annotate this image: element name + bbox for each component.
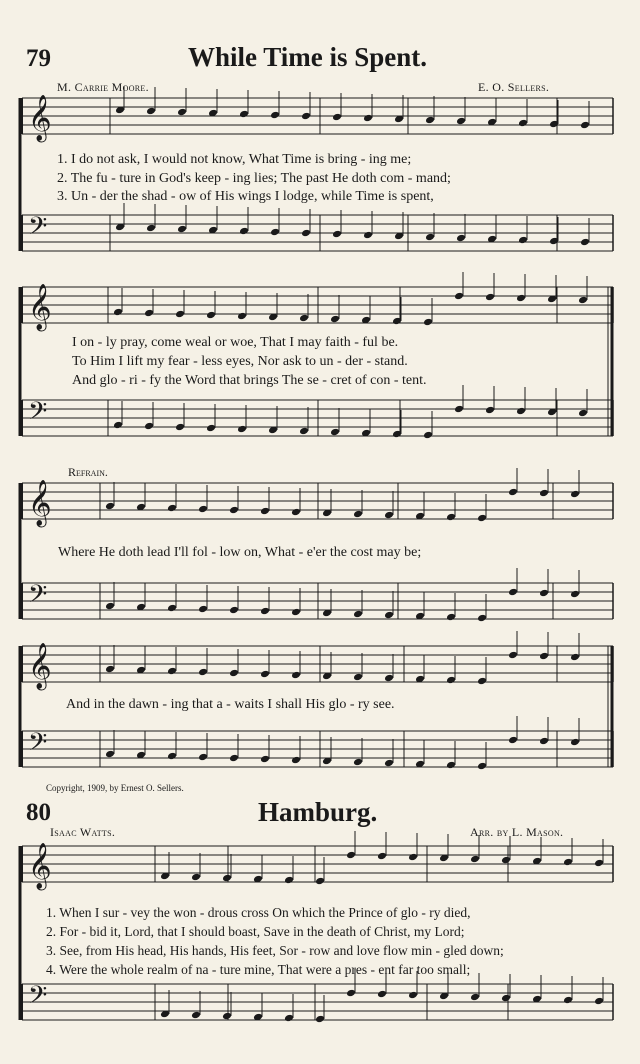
notehead — [539, 737, 549, 746]
notehead — [113, 308, 123, 317]
notehead — [229, 754, 239, 763]
notehead — [570, 738, 580, 747]
notehead — [516, 407, 526, 416]
bass-clef-icon: 𝄢 — [28, 212, 48, 247]
lyric-line: I on - ly pray, come weal or woe, That I may faith - ful be. — [72, 335, 399, 350]
notehead — [539, 489, 549, 498]
lyric-line: And glo - ri - fy the Word that brings The se - cret of con - tent. — [72, 373, 427, 388]
notehead — [346, 989, 356, 998]
notehead — [477, 677, 487, 686]
treble-clef-icon: 𝄞 — [28, 480, 52, 526]
notehead — [291, 756, 301, 765]
hymn-title: While Time is Spent. — [188, 42, 428, 72]
notehead — [384, 511, 394, 520]
notehead — [578, 409, 588, 418]
lyric-line: 3. See, from His head, His hands, His feet, Sor - row and love flow min - gled down; — [46, 943, 504, 958]
notehead — [454, 292, 464, 301]
hymn-number: 79 — [26, 45, 51, 72]
notehead — [260, 670, 270, 679]
notehead — [301, 112, 311, 121]
lyric-line: 4. Were the whole realm of na - ture mine, That were a pres - ent far too small; — [46, 962, 471, 977]
notehead — [167, 504, 177, 513]
notehead — [260, 607, 270, 616]
notehead — [144, 422, 154, 431]
notehead — [446, 513, 456, 522]
lyric-line: Where He doth lead I'll fol - low on, What - e'er the cost may be; — [58, 545, 422, 560]
notehead — [191, 873, 201, 882]
lyric-line: 3. Un - der the shad - ow of His wings I lodge, while Time is spent, — [57, 189, 434, 204]
notehead — [501, 856, 511, 865]
notehead — [353, 673, 363, 682]
notehead — [167, 604, 177, 613]
notehead — [167, 667, 177, 676]
notehead — [563, 996, 573, 1005]
notehead — [384, 759, 394, 768]
hymn-number: 80 — [26, 799, 51, 826]
notehead — [299, 427, 309, 436]
notehead — [539, 652, 549, 661]
notehead — [377, 852, 387, 861]
notehead — [580, 121, 590, 130]
notehead — [423, 431, 433, 440]
notehead — [539, 589, 549, 598]
notehead — [105, 665, 115, 674]
notehead — [222, 874, 232, 883]
notehead — [518, 236, 528, 245]
lyric-line: And in the dawn - ing that a - waits I shall His glo - ry see. — [66, 697, 395, 712]
notehead — [580, 238, 590, 247]
notehead — [456, 234, 466, 243]
notehead — [408, 853, 418, 862]
notehead — [578, 296, 588, 305]
notehead — [508, 488, 518, 497]
notehead — [363, 114, 373, 123]
notehead — [353, 510, 363, 519]
notehead — [477, 762, 487, 771]
notehead — [146, 224, 156, 233]
notehead — [456, 117, 466, 126]
notehead — [454, 405, 464, 414]
notehead — [423, 318, 433, 327]
notehead — [508, 736, 518, 745]
notehead — [301, 229, 311, 238]
notehead — [332, 230, 342, 239]
notehead — [222, 1012, 232, 1021]
notehead — [284, 1014, 294, 1023]
notehead — [229, 606, 239, 615]
notehead — [198, 668, 208, 677]
notehead — [206, 424, 216, 433]
notehead — [198, 505, 208, 514]
notehead — [485, 293, 495, 302]
notehead — [175, 423, 185, 432]
bass-clef-icon: 𝄢 — [28, 728, 48, 763]
notehead — [175, 310, 185, 319]
notehead — [284, 876, 294, 885]
notehead — [167, 752, 177, 761]
refrain-label: Refrain. — [68, 465, 108, 479]
notehead — [146, 107, 156, 116]
notehead — [291, 671, 301, 680]
notehead — [105, 750, 115, 759]
notehead — [105, 602, 115, 611]
notehead — [477, 514, 487, 523]
notehead — [291, 508, 301, 517]
notehead — [594, 859, 604, 868]
lyric-line: 1. I do not ask, I would not know, What Time is bring - ing me; — [57, 152, 412, 167]
notehead — [446, 676, 456, 685]
notehead — [332, 113, 342, 122]
notehead — [315, 1015, 325, 1024]
notehead — [260, 755, 270, 764]
notehead — [485, 406, 495, 415]
notehead — [384, 611, 394, 620]
bass-clef-icon: 𝄢 — [28, 981, 48, 1016]
composer-credit: E. O. Sellers. — [478, 80, 550, 94]
notehead — [470, 855, 480, 864]
bass-clef-icon: 𝄢 — [28, 397, 48, 432]
lyric-line: To Him I lift my fear - less eyes, Nor ask to un - der - stand. — [72, 354, 408, 369]
notehead — [237, 312, 247, 321]
notehead — [330, 428, 340, 437]
notehead — [594, 997, 604, 1006]
notehead — [563, 858, 573, 867]
notehead — [229, 506, 239, 515]
notehead — [384, 674, 394, 683]
lyric-line: 1. When I sur - vey the won - drous cross On which the Prince of glo - ry died, — [46, 905, 471, 920]
notehead — [191, 1011, 201, 1020]
notehead — [570, 653, 580, 662]
notehead — [237, 425, 247, 434]
notehead — [113, 421, 123, 430]
notehead — [315, 877, 325, 886]
lyric-line: 2. The fu - ture in God's keep - ing lies; The past He doth com - mand; — [57, 171, 451, 186]
notehead — [198, 753, 208, 762]
author-credit: Isaac Watts. — [50, 825, 116, 839]
notehead — [198, 605, 208, 614]
notehead — [570, 590, 580, 599]
notehead — [353, 758, 363, 767]
notehead — [508, 588, 518, 597]
treble-clef-icon: 𝄞 — [28, 284, 52, 330]
notehead — [408, 991, 418, 1000]
notehead — [425, 233, 435, 242]
notehead — [516, 294, 526, 303]
notehead — [470, 993, 480, 1002]
notehead — [363, 231, 373, 240]
notehead — [330, 315, 340, 324]
notehead — [425, 116, 435, 125]
notehead — [446, 761, 456, 770]
notehead — [105, 502, 115, 511]
treble-clef-icon: 𝄞 — [28, 95, 52, 141]
notehead — [270, 228, 280, 237]
notehead — [260, 507, 270, 516]
author-credit: M. Carrie Moore. — [57, 80, 149, 94]
notehead — [177, 225, 187, 234]
notehead — [239, 227, 249, 236]
notehead — [501, 994, 511, 1003]
bass-clef-icon: 𝄢 — [28, 580, 48, 615]
notehead — [508, 651, 518, 660]
notehead — [144, 309, 154, 318]
notehead — [346, 851, 356, 860]
notehead — [177, 108, 187, 117]
notehead — [229, 669, 239, 678]
lyric-line: 2. For - bid it, Lord, that I should boast, Save in the death of Christ, my Lord; — [46, 924, 465, 939]
notehead — [518, 119, 528, 128]
notehead — [291, 608, 301, 617]
treble-clef-icon: 𝄞 — [28, 843, 52, 889]
notehead — [446, 613, 456, 622]
notehead — [299, 314, 309, 323]
notehead — [270, 111, 280, 120]
notehead — [353, 610, 363, 619]
notehead — [570, 490, 580, 499]
composer-credit: Arr. by L. Mason. — [470, 825, 564, 839]
treble-clef-icon: 𝄞 — [28, 643, 52, 689]
notehead — [477, 614, 487, 623]
hymn-title: Hamburg. — [258, 797, 378, 827]
notehead — [377, 990, 387, 999]
copyright-notice: Copyright, 1909, by Ernest O. Sellers. — [46, 783, 184, 793]
notehead — [239, 110, 249, 119]
notehead — [206, 311, 216, 320]
